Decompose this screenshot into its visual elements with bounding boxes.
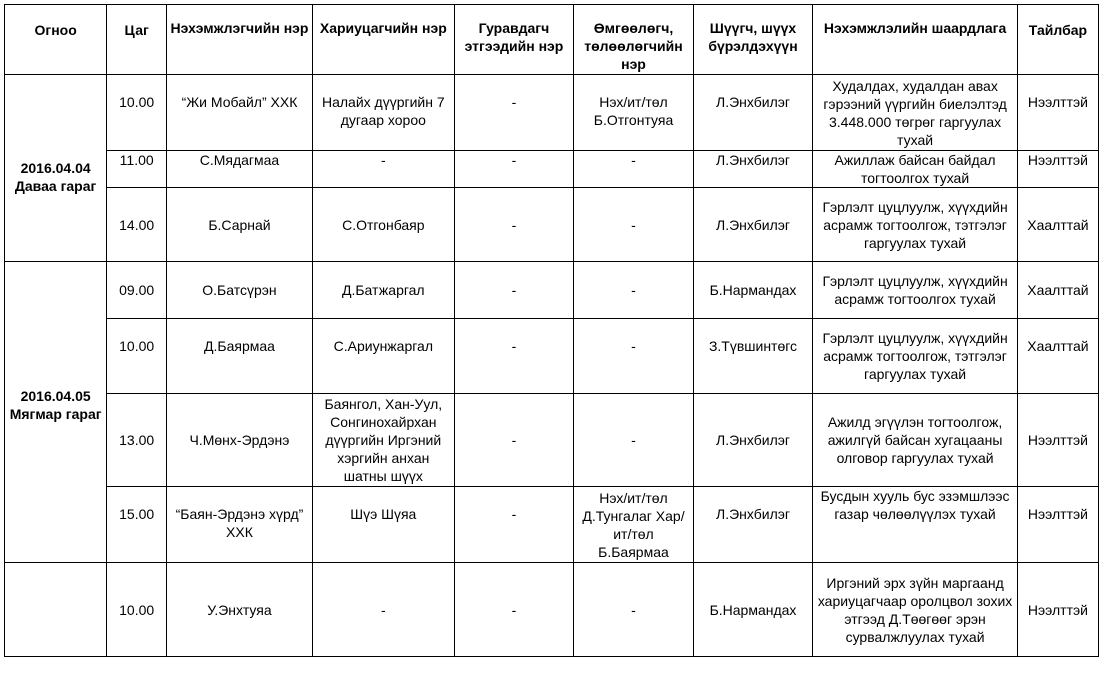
note-cell: Хаалттай bbox=[1017, 262, 1098, 319]
time-cell: 10.00 bbox=[107, 75, 167, 151]
table-row bbox=[5, 319, 1099, 394]
plaintiff-cell: Д.Баярмаа bbox=[167, 319, 313, 394]
time-cell: 15.00 bbox=[107, 487, 167, 563]
date-cell: 2016.04.04 Даваа гараг bbox=[5, 75, 107, 262]
table-row bbox=[5, 487, 1099, 563]
claim-cell: Бусдын хууль бус эзэмшлээс газар чөлөөлүүлэх тухай bbox=[813, 487, 1018, 563]
third-party-cell: - bbox=[454, 75, 574, 151]
defendant-cell: Шүэ Шүяа bbox=[312, 487, 454, 563]
claim-cell: Гэрлэлт цуцлуулж, хүүхдийн асрамж тогтоолгож, тэтгэлэг гаргуулах тухай bbox=[813, 188, 1018, 262]
judge-cell: З.Түвшинтөгс bbox=[693, 319, 813, 394]
plaintiff-cell: О.Батсүрэн bbox=[167, 262, 313, 319]
header-third-party: Гуравдагч этгээдийн нэр bbox=[454, 5, 574, 75]
table-row bbox=[5, 188, 1099, 262]
advocate-cell: - bbox=[574, 319, 694, 394]
defendant-cell: Баянгол, Хан-Уул, Сонгинохайрхан дүүргийн Иргэний хэргийн анхан шатны шүүх bbox=[312, 394, 454, 487]
third-party-cell: - bbox=[454, 394, 574, 487]
note-cell: Нээлттэй bbox=[1017, 563, 1098, 657]
time-cell: 09.00 bbox=[107, 262, 167, 319]
judge-cell: Л.Энхбилэг bbox=[693, 188, 813, 262]
advocate-cell: Нэх/ит/төл Д.Тунгалаг Хар/ит/төл Б.Баярмаа bbox=[574, 487, 694, 563]
third-party-cell: - bbox=[454, 487, 574, 563]
third-party-cell: - bbox=[454, 151, 574, 188]
table-header-row bbox=[5, 5, 1099, 75]
table-row bbox=[5, 563, 1099, 657]
judge-cell: Б.Нармандах bbox=[693, 563, 813, 657]
advocate-cell: - bbox=[574, 188, 694, 262]
defendant-cell: С.Ариунжаргал bbox=[312, 319, 454, 394]
claim-cell: Гэрлэлт цуцлуулж, хүүхдийн асрамж тогтоолгож, тэтгэлэг гаргуулах тухай bbox=[813, 319, 1018, 394]
header-time: Цаг bbox=[107, 5, 167, 75]
third-party-cell: - bbox=[454, 262, 574, 319]
court-schedule-table bbox=[4, 4, 1099, 657]
note-cell: Хаалттай bbox=[1017, 319, 1098, 394]
time-cell: 10.00 bbox=[107, 319, 167, 394]
header-defendant: Хариуцагчийн нэр bbox=[312, 5, 454, 75]
claim-cell: Ажиллаж байсан байдал тогтоолгох тухай bbox=[813, 151, 1018, 188]
header-note: Тайлбар bbox=[1017, 5, 1098, 75]
claim-cell: Ажилд эгүүлэн тогтоолгож, ажилгүй байсан хугацааны олговор гаргуулах тухай bbox=[813, 394, 1018, 487]
time-cell: 10.00 bbox=[107, 563, 167, 657]
claim-cell: Гэрлэлт цуцлуулж, хүүхдийн асрамж тогтоолгох тухай bbox=[813, 262, 1018, 319]
table-row bbox=[5, 151, 1099, 188]
date-cell: 2016.04.05 Мягмар гараг bbox=[5, 262, 107, 563]
time-cell: 13.00 bbox=[107, 394, 167, 487]
note-cell: Нээлттэй bbox=[1017, 151, 1098, 188]
header-claim: Нэхэмжлэлийн шаардлага bbox=[813, 5, 1018, 75]
header-date: Огноо bbox=[5, 5, 107, 75]
table-row bbox=[5, 75, 1099, 151]
claim-cell: Иргэний эрх зүйн маргаанд хариуцагчаар оролцвол зохих этгээд Д.Төөгөөг эрэн сурвалжлуулах тухай bbox=[813, 563, 1018, 657]
note-cell: Хаалттай bbox=[1017, 188, 1098, 262]
plaintiff-cell: Б.Сарнай bbox=[167, 188, 313, 262]
plaintiff-cell: “Жи Мобайл” ХХК bbox=[167, 75, 313, 151]
date-cell bbox=[5, 563, 107, 657]
advocate-cell: - bbox=[574, 262, 694, 319]
header-advocate: Өмгөөлөгч, төлөөлөгчийн нэр bbox=[574, 5, 694, 75]
judge-cell: Л.Энхбилэг bbox=[693, 487, 813, 563]
advocate-cell: - bbox=[574, 151, 694, 188]
third-party-cell: - bbox=[454, 319, 574, 394]
plaintiff-cell: Ч.Мөнх-Эрдэнэ bbox=[167, 394, 313, 487]
claim-cell: Худалдах, худалдан авах гэрээний үүргийн биелэлтэд 3.448.000 төгрөг гаргуулах тухай bbox=[813, 75, 1018, 151]
plaintiff-cell: “Баян-Эрдэнэ хүрд” ХХК bbox=[167, 487, 313, 563]
advocate-cell: - bbox=[574, 563, 694, 657]
note-cell: Нээлттэй bbox=[1017, 487, 1098, 563]
judge-cell: Л.Энхбилэг bbox=[693, 75, 813, 151]
time-cell: 14.00 bbox=[107, 188, 167, 262]
defendant-cell: Налайх дүүргийн 7 дугаар хороо bbox=[312, 75, 454, 151]
judge-cell: Л.Энхбилэг bbox=[693, 151, 813, 188]
advocate-cell: Нэх/ит/төл Б.Отгонтуяа bbox=[574, 75, 694, 151]
third-party-cell: - bbox=[454, 563, 574, 657]
plaintiff-cell: С.Мядагмаа bbox=[167, 151, 313, 188]
third-party-cell: - bbox=[454, 188, 574, 262]
table-row bbox=[5, 394, 1099, 487]
time-cell: 11.00 bbox=[107, 151, 167, 188]
judge-cell: Л.Энхбилэг bbox=[693, 394, 813, 487]
note-cell: Нээлттэй bbox=[1017, 394, 1098, 487]
defendant-cell: - bbox=[312, 151, 454, 188]
judge-cell: Б.Нармандах bbox=[693, 262, 813, 319]
advocate-cell: - bbox=[574, 394, 694, 487]
defendant-cell: Д.Батжаргал bbox=[312, 262, 454, 319]
header-plaintiff: Нэхэмжлэгчийн нэр bbox=[167, 5, 313, 75]
table-row bbox=[5, 262, 1099, 319]
plaintiff-cell: У.Энхтуяа bbox=[167, 563, 313, 657]
defendant-cell: С.Отгонбаяр bbox=[312, 188, 454, 262]
defendant-cell: - bbox=[312, 563, 454, 657]
header-judge: Шүүгч, шүүх бүрэлдэхүүн bbox=[693, 5, 813, 75]
note-cell: Нээлттэй bbox=[1017, 75, 1098, 151]
